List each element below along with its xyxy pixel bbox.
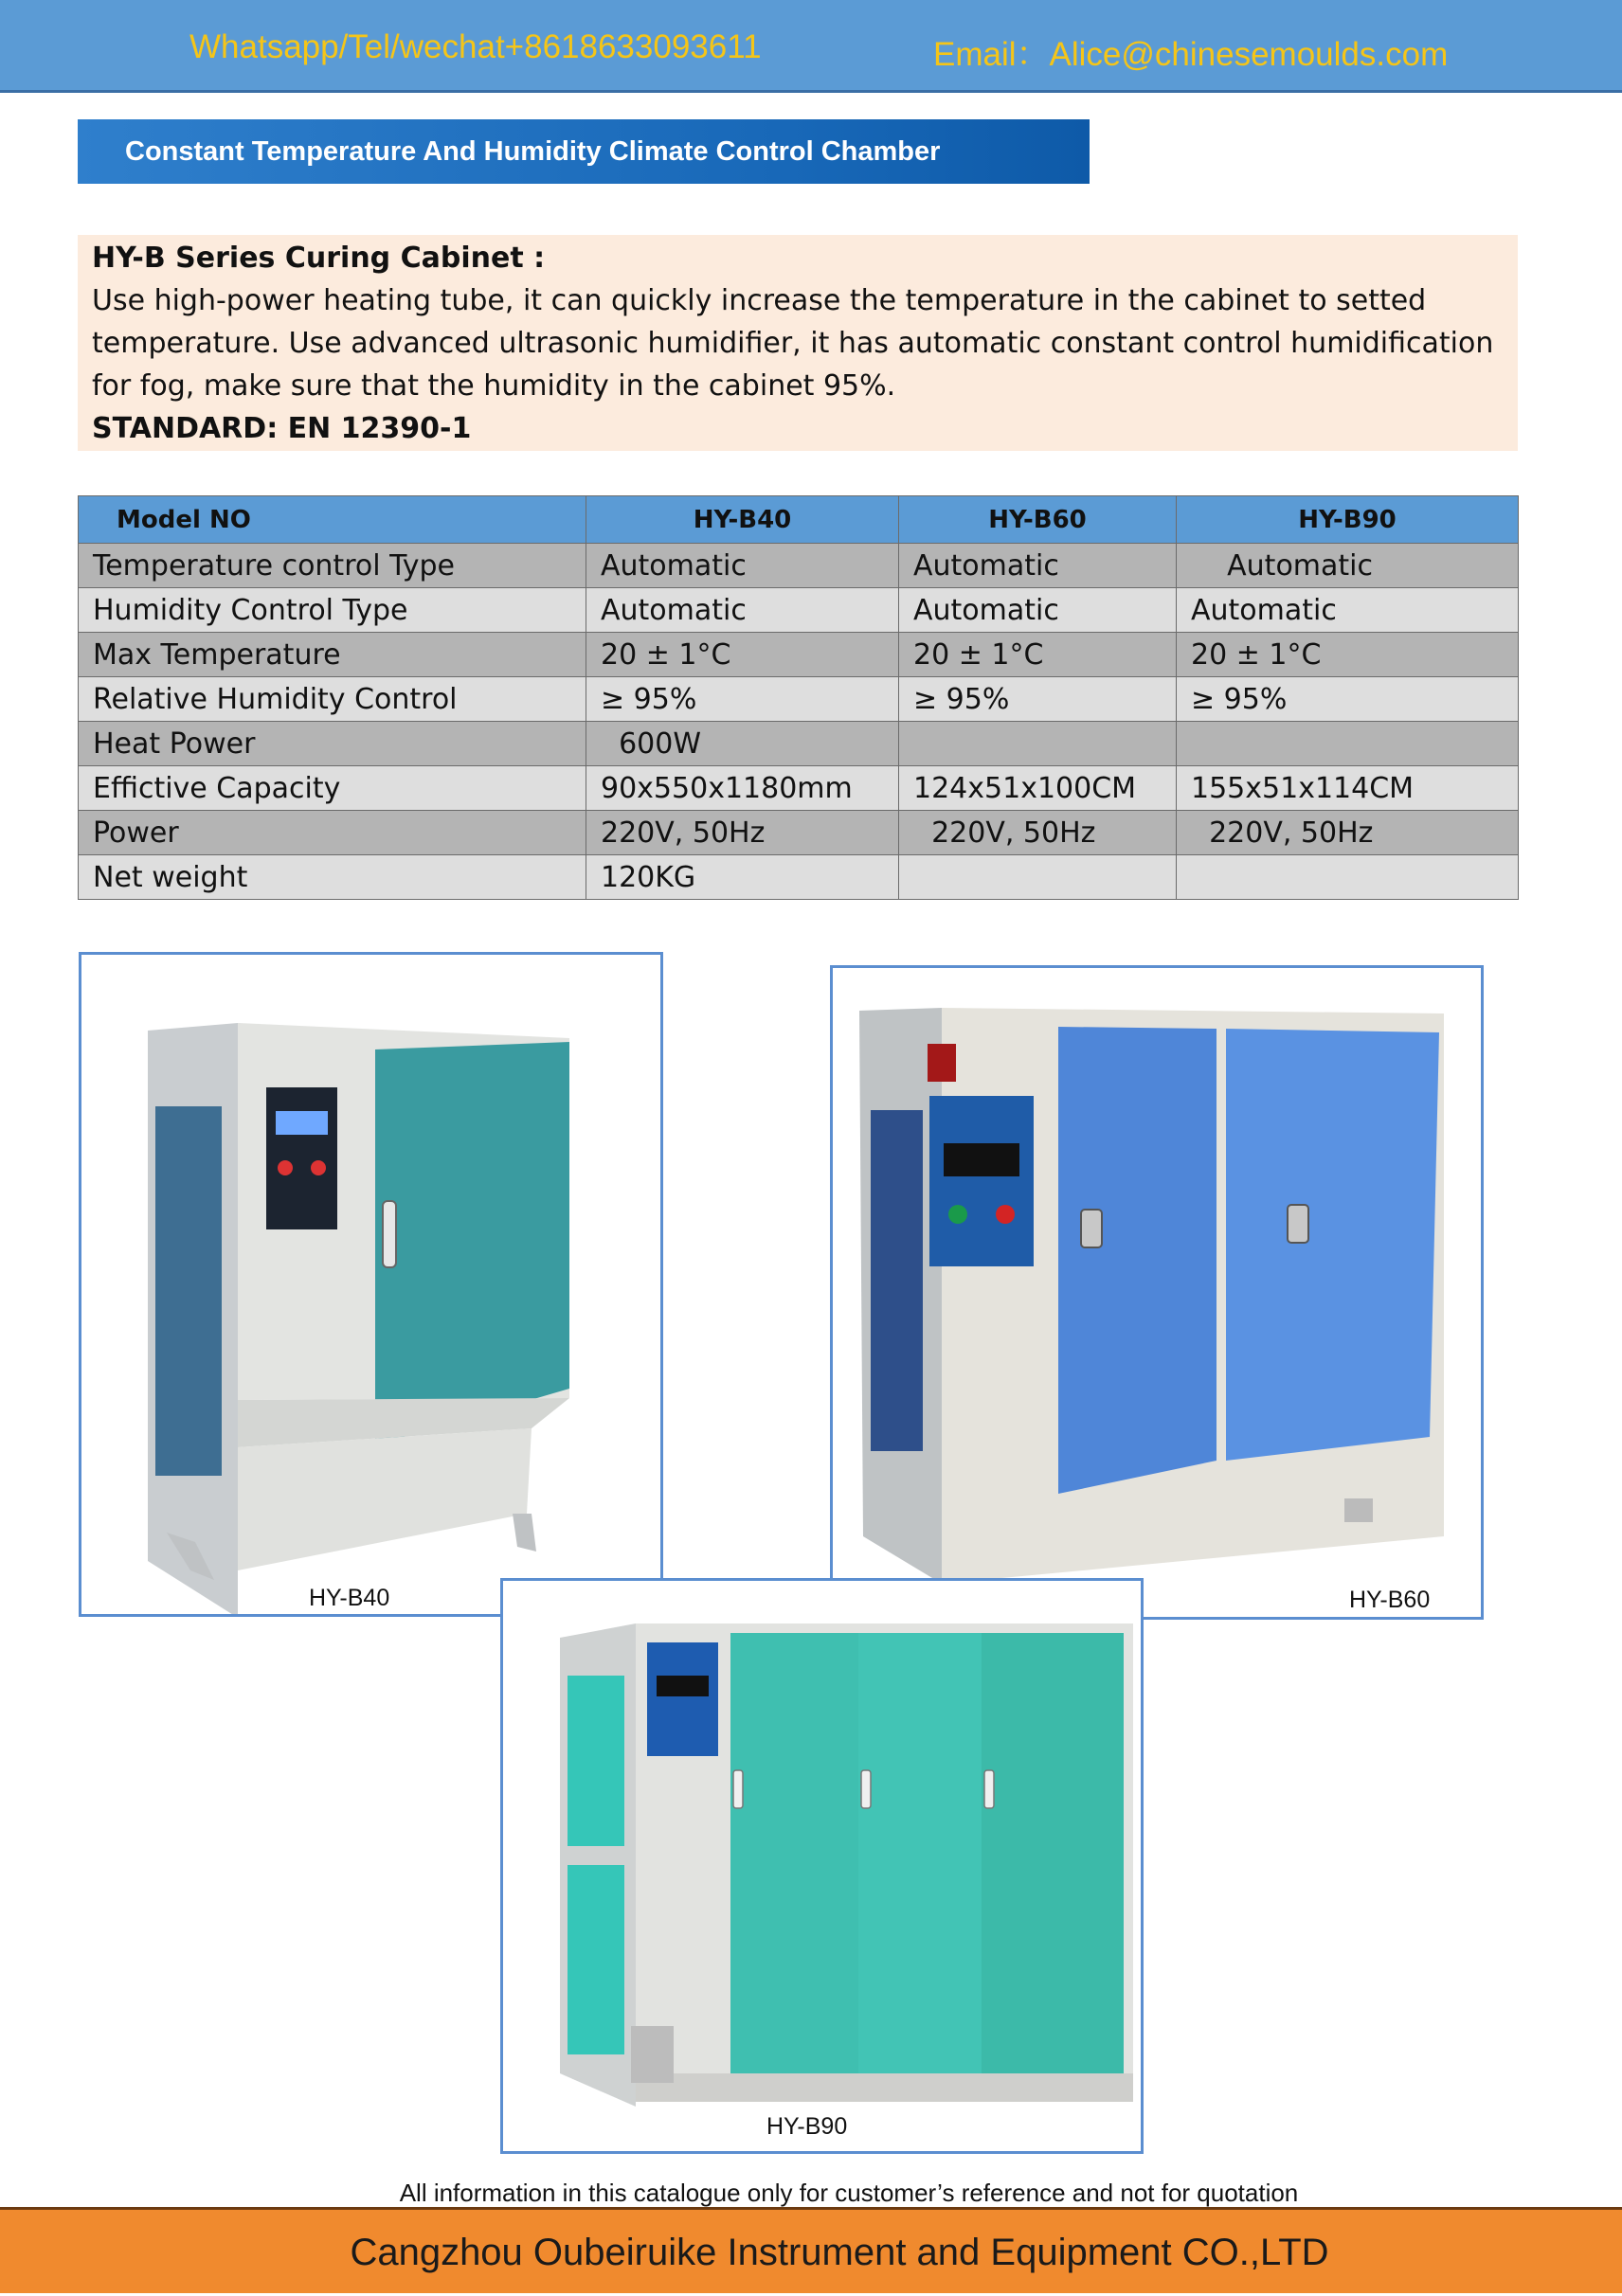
- table-row: [79, 722, 1519, 766]
- table-row-label: Max Temperature: [79, 633, 586, 677]
- spec-table-header-row: [79, 496, 1519, 544]
- photo-hy-b60: [830, 965, 1484, 1620]
- table-cell: 20 ± 1°C: [586, 633, 899, 677]
- caption-hy-b60: HY-B60: [1349, 1587, 1431, 1613]
- table-cell: [1177, 722, 1519, 766]
- page-title: Constant Temperature And Humidity Climate Control Chamber: [78, 119, 1090, 184]
- header-bar: [0, 0, 1622, 93]
- table-row-label: Humidity Control Type: [79, 588, 586, 633]
- table-row-label: Effictive Capacity: [79, 766, 586, 811]
- table-cell: Automatic: [1177, 588, 1519, 633]
- table-row-label: Temperature control Type: [79, 544, 586, 588]
- table-cell: ≥ 95%: [586, 677, 899, 722]
- header-cell-model: Model NO: [79, 496, 586, 544]
- table-cell: Automatic: [586, 544, 899, 588]
- header-cell-b40: HY-B40: [586, 496, 899, 544]
- table-cell: 220V, 50Hz: [899, 811, 1177, 855]
- photo-hy-b40: [79, 952, 663, 1617]
- table-row: [79, 766, 1519, 811]
- table-cell: [1177, 855, 1519, 900]
- header-phone: Whatsapp/Tel/wechat+8618633093611: [189, 28, 762, 65]
- table-row: [79, 633, 1519, 677]
- table-cell: 220V, 50Hz: [586, 811, 899, 855]
- table-cell: Automatic: [586, 588, 899, 633]
- table-row: [79, 544, 1519, 588]
- header-cell-b90: HY-B90: [1177, 496, 1519, 544]
- photo-hy-b90: [500, 1578, 1144, 2154]
- table-cell: [899, 855, 1177, 900]
- intro-body: Use high-power heating tube, it can quickly increase the temperature in the cabinet to setted temperature. Use advanced ultrasonic humidifier, it has automatic constant control humidification for fog, make sure that the humidity in the cabinet 95%.: [92, 284, 1494, 403]
- table-cell: Automatic: [1177, 544, 1519, 588]
- table-cell: Automatic: [899, 588, 1177, 633]
- table-cell: 600W: [586, 722, 899, 766]
- table-cell: ≥ 95%: [1177, 677, 1519, 722]
- cabinet-b90-illustration: [503, 1581, 1141, 2151]
- table-cell: 220V, 50Hz: [1177, 811, 1519, 855]
- table-cell: 20 ± 1°C: [899, 633, 1177, 677]
- table-cell: 155x51x114CM: [1177, 766, 1519, 811]
- table-row-label: Net weight: [79, 855, 586, 900]
- table-row: [79, 588, 1519, 633]
- disclaimer-text: All information in this catalogue only for customer’s reference and not for quotation: [399, 2179, 1299, 2207]
- footer-company: Cangzhou Oubeiruike Instrument and Equipment CO.,LTD: [0, 2207, 1622, 2293]
- intro-box: [78, 235, 1518, 451]
- table-cell: ≥ 95%: [899, 677, 1177, 722]
- table-cell: 90x550x1180mm: [586, 766, 899, 811]
- intro-standard: STANDARD: EN 12390-1: [92, 412, 472, 445]
- cabinet-b40-illustration: [81, 955, 660, 1614]
- header-cell-b60: HY-B60: [899, 496, 1177, 544]
- table-cell: 120KG: [586, 855, 899, 900]
- table-row: [79, 855, 1519, 900]
- table-row: [79, 811, 1519, 855]
- cabinet-b60-illustration: [833, 968, 1481, 1617]
- table-row: [79, 677, 1519, 722]
- intro-heading: HY-B Series Curing Cabinet :: [92, 242, 546, 275]
- table-row-label: Heat Power: [79, 722, 586, 766]
- spec-table: [78, 495, 1519, 900]
- table-cell: Automatic: [899, 544, 1177, 588]
- caption-hy-b90: HY-B90: [766, 2113, 848, 2140]
- caption-hy-b40: HY-B40: [309, 1585, 390, 1611]
- header-email: Email：Alice@chinesemoulds.com: [933, 36, 1449, 73]
- table-cell: 20 ± 1°C: [1177, 633, 1519, 677]
- table-row-label: Power: [79, 811, 586, 855]
- table-row-label: Relative Humidity Control: [79, 677, 586, 722]
- table-cell: 124x51x100CM: [899, 766, 1177, 811]
- table-cell: [899, 722, 1177, 766]
